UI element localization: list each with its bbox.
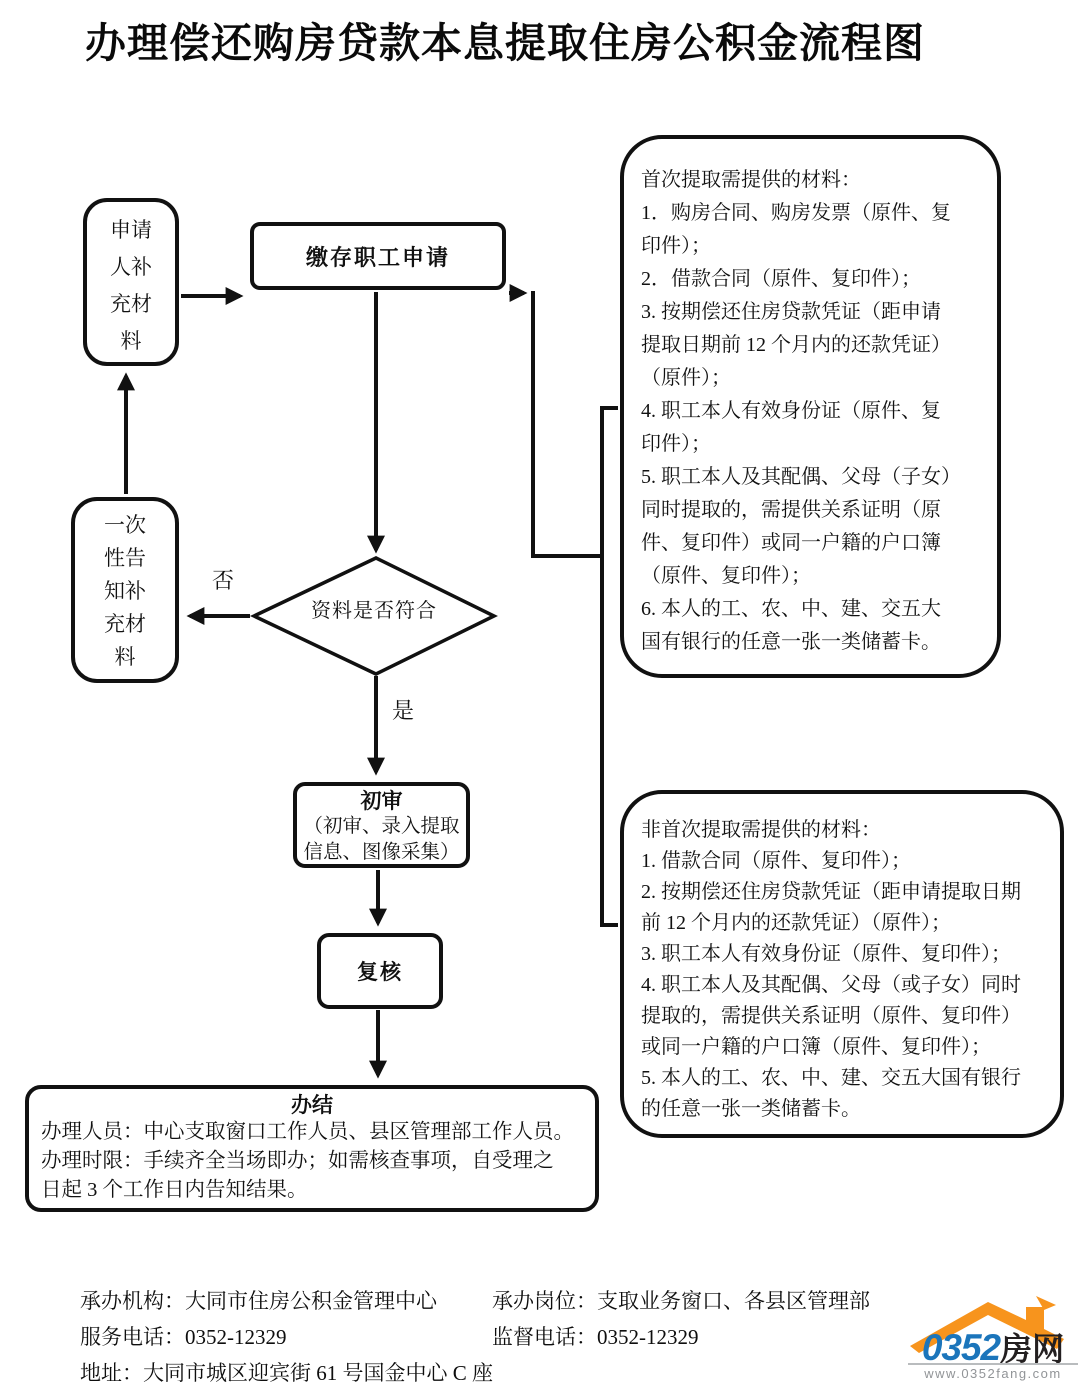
- node-initial-review: [293, 782, 470, 868]
- text-line: 知补: [104, 579, 146, 603]
- text-line: 2. 按期偿还住房贷款凭证（距申请提取日期: [641, 881, 1021, 903]
- text-line: （初审、录入提取: [303, 816, 460, 837]
- text-line: 或同一户籍的户口簿（原件、复印件）；: [641, 1036, 991, 1058]
- materials-bracket-line: [600, 408, 618, 925]
- materials-first-lines: [641, 164, 985, 659]
- node-recheck: 复核: [317, 933, 443, 1009]
- text-line: 办理时限：手续齐全当场即办；如需核查事项，自受理之: [41, 1150, 554, 1172]
- text-line: 国有银行的任意一张一类储蓄卡。: [641, 631, 941, 653]
- node-applicant-supplement: [83, 198, 179, 366]
- text-line: 料: [120, 329, 142, 353]
- footer-agency: 承办机构：大同市住房公积金管理中心: [80, 1289, 437, 1313]
- note-materials-first-time: [620, 135, 1001, 678]
- text-line: 4. 职工本人及其配偶、父母（或子女）同时: [641, 974, 1021, 996]
- edge-label-yes: 是: [392, 698, 415, 723]
- materials-connector-line: [533, 291, 602, 556]
- logo-number: 0352: [921, 1327, 1001, 1368]
- edge-label-no: 否: [212, 568, 235, 593]
- text-line: 前 12 个月内的还款凭证）（原件）；: [641, 912, 951, 934]
- footer-address: 地址：大同市城区迎宾街 61 号国金中心 C 座: [80, 1361, 494, 1385]
- site-logo: [908, 1294, 1078, 1384]
- text-line: 5. 职工本人及其配偶、父母（子女）: [641, 466, 961, 488]
- footer-supervise-phone: 监督电话：0352-12329: [492, 1325, 699, 1349]
- completion-heading: 办结: [291, 1093, 333, 1117]
- materials-repeat-lines: [641, 815, 1048, 1125]
- footer-position: 承办岗位：支取业务窗口、各县区管理部: [492, 1289, 870, 1313]
- text-line: 同时提取的，需提供关系证明（原: [641, 499, 941, 521]
- page-title: 办理偿还购房贷款本息提取住房公积金流程图: [85, 20, 925, 66]
- text-line: 4. 职工本人有效身份证（原件、复: [641, 400, 941, 422]
- logo-name: 房网: [1000, 1331, 1065, 1367]
- node-one-time-notice: [71, 497, 179, 683]
- initial-review-detail: [297, 814, 466, 866]
- text-line: 件、复印件）或同一户籍的户口簿: [641, 532, 941, 554]
- text-line: 充材: [110, 292, 152, 316]
- text-line: 提取的，需提供关系证明（原件、复印件）: [641, 1005, 1021, 1027]
- text-line: （原件、复印件）；: [641, 565, 811, 587]
- footer-service-phone: 服务电话：0352-12329: [80, 1325, 287, 1349]
- text-line: 人补: [110, 255, 152, 279]
- text-line: 信息、图像采集）: [303, 842, 460, 863]
- text-line: （原件）；: [641, 367, 731, 389]
- text-line: 印件）；: [641, 235, 711, 257]
- text-line: 非首次提取需提供的材料：: [641, 819, 881, 841]
- text-line: 印件）；: [641, 433, 711, 455]
- text-line: 日起 3 个工作日内告知结果。: [41, 1179, 308, 1201]
- text-line: 办理人员：中心支取窗口工作人员、县区管理部工作人员。: [41, 1121, 574, 1143]
- text-line: 提取日期前 12 个月内的还款凭证）: [641, 334, 951, 356]
- text-line: 首次提取需提供的材料：: [641, 169, 861, 191]
- node-completion: [25, 1085, 599, 1212]
- text-line: 性告: [104, 546, 146, 570]
- note-materials-repeat: [620, 790, 1064, 1138]
- text-line: 5. 本人的工、农、中、建、交五大国有银行: [641, 1067, 1021, 1089]
- text-line: 申请: [110, 218, 152, 242]
- node-employee-application: 缴存职工申请: [250, 222, 506, 290]
- initial-review-heading: 初审: [360, 789, 403, 813]
- text-line: 一次: [104, 513, 146, 537]
- decision-label: 资料是否符合: [311, 600, 437, 622]
- text-line: 2．借款合同（原件、复印件）；: [641, 268, 921, 290]
- text-line: 的任意一张一类储蓄卡。: [641, 1098, 861, 1120]
- text-line: 3. 职工本人有效身份证（原件、复印件）；: [641, 943, 1011, 965]
- text-line: 3. 按期偿还住房贷款凭证（距申请: [641, 301, 941, 323]
- logo-url: www.0352fang.com: [908, 1363, 1078, 1381]
- text-line: 充材: [104, 612, 146, 636]
- text-line: 1. 借款合同（原件、复印件）；: [641, 850, 911, 872]
- text-line: 1．购房合同、购房发票（原件、复: [641, 202, 951, 224]
- text-line: 料: [114, 645, 136, 669]
- completion-detail: [41, 1118, 583, 1205]
- text-line: 6. 本人的工、农、中、建、交五大: [641, 598, 941, 620]
